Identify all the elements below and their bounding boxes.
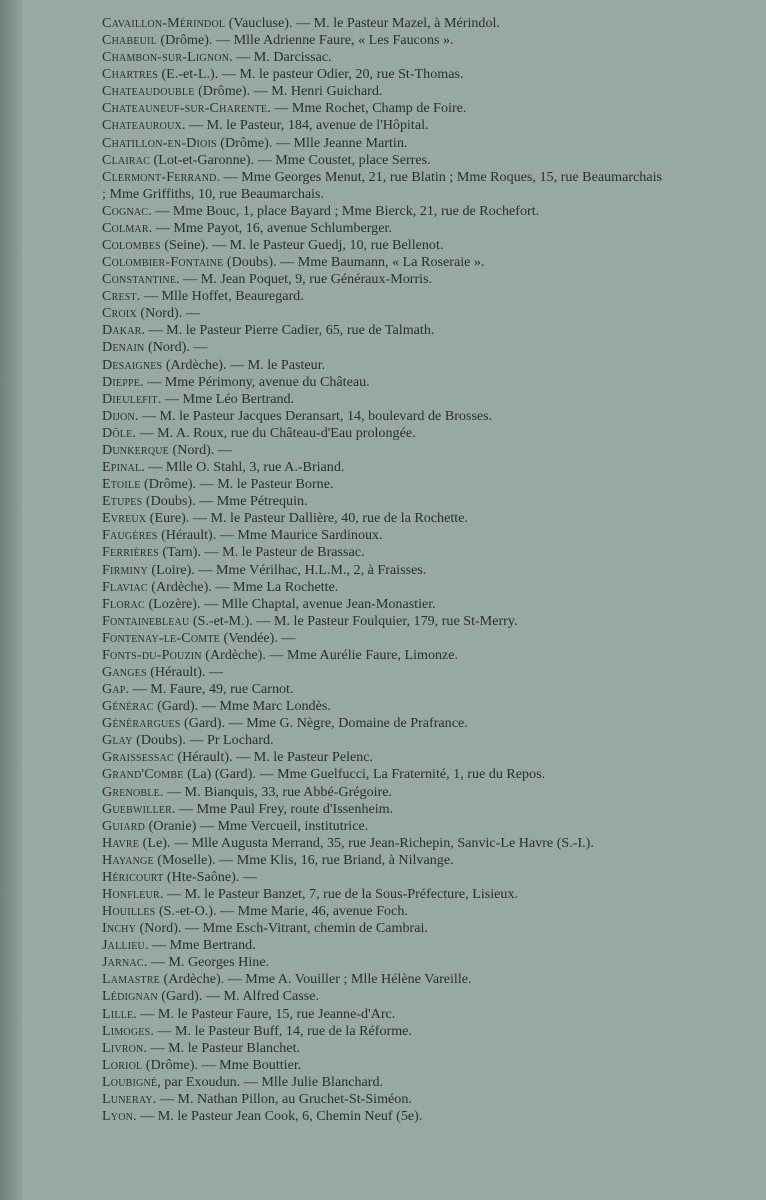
- entry-ganges: [102, 664, 662, 681]
- town-name: Fontainebleau: [102, 612, 190, 629]
- entry-generac: [102, 698, 662, 715]
- town-name: Houilles: [102, 903, 156, 920]
- entry-loubigne: [102, 1074, 662, 1091]
- entry-details: (Hte-Saône). —: [163, 868, 257, 885]
- entry-grand-combe: [102, 766, 662, 783]
- entry-details: (Lot-et-Garonne). — Mme Coustet, place Serres.: [150, 151, 431, 168]
- entry-details: (Nord). —: [168, 441, 233, 458]
- entry-details: (S.-et-M.). — M. le Pasteur Foulquier, 179, rue St-Merry.: [189, 612, 518, 629]
- town-name: Fontenay-le-Comte: [102, 629, 220, 646]
- entry-details: (Drôme). — M. Henri Guichard.: [194, 83, 383, 100]
- town-name: Constantine: [102, 271, 177, 288]
- entry-details: (Tarn). — M. le Pasteur de Brassac.: [158, 544, 365, 561]
- entry-details: (Hérault). — Mme Maurice Sardinoux.: [157, 527, 383, 544]
- entry-details: . — M. le Pasteur Buff, 14, rue de la Réforme.: [150, 1022, 412, 1039]
- entry-details: (Moselle). — Mme Klis, 16, rue Briand, à Nilvange.: [153, 851, 454, 868]
- town-name: Ganges: [102, 663, 147, 680]
- town-name: Desaignes: [102, 356, 163, 373]
- town-name: Dunkerque: [102, 441, 169, 458]
- town-name: Loriol: [102, 1056, 143, 1073]
- entry-cognac: [102, 203, 662, 220]
- town-name: Grenoble: [102, 783, 160, 800]
- entry-chateauroux: [102, 117, 662, 134]
- town-name: Cognac: [102, 202, 149, 219]
- entry-details: (Ardèche). — M. le Pasteur.: [162, 356, 326, 373]
- entry-clermont-ferrand: [102, 169, 662, 203]
- entry-details: . — Mme Paul Frey, route d'Issenheim.: [171, 800, 394, 817]
- entry-details: . — M. le Pasteur Jacques Deransart, 14, boulevard de Brosses.: [134, 407, 493, 424]
- town-name: Livron: [102, 1039, 144, 1056]
- town-name: Firminy: [102, 561, 148, 578]
- entry-details: (Nord). — Mme Esch-Vitrant, chemin de Cambrai.: [136, 920, 428, 937]
- town-name: Etoile: [102, 476, 141, 493]
- entry-dunkerque: [102, 442, 662, 459]
- town-name: Etupes: [102, 493, 143, 510]
- entry-cavaillon-merindol: [102, 15, 662, 32]
- entry-hayange: [102, 852, 662, 869]
- town-name: Grand'Combe: [102, 766, 184, 783]
- entry-livron: [102, 1040, 662, 1057]
- town-name: Denain: [102, 339, 145, 356]
- entry-details: . — M. A. Roux, rue du Château-d'Eau prolongée.: [132, 424, 416, 441]
- town-name: Lyon: [102, 1108, 134, 1124]
- entry-grenoble: [102, 784, 662, 801]
- entry-chatillon-en-diois: [102, 135, 662, 152]
- town-name: Jallieu: [102, 937, 145, 954]
- entry-luneray: [102, 1091, 662, 1108]
- town-name: Loubigné: [102, 1073, 158, 1090]
- entry-details: . — M. Nathan Pillon, au Gruchet-St-Siméon.: [152, 1090, 412, 1107]
- entry-hericourt: [102, 869, 662, 886]
- entry-details: . — Mme Payot, 16, avenue Schlumberger.: [148, 219, 392, 236]
- town-name: Crest: [102, 288, 137, 305]
- entry-details: (Nord). —: [144, 339, 208, 356]
- entry-lamastre: [102, 971, 662, 988]
- entry-details: (Lozère). — Mlle Chaptal, avenue Jean-Monastier.: [144, 595, 436, 612]
- entry-details: (Drôme). — M. le Pasteur Borne.: [140, 476, 334, 493]
- town-name: Chateauroux: [102, 117, 182, 134]
- entry-details: . — M. le Pasteur, 184, avenue de l'Hôpital.: [181, 117, 429, 134]
- town-name: Clairac: [102, 151, 151, 168]
- town-name: Honfleur: [102, 885, 160, 902]
- entry-details: (Seine). — M. le Pasteur Guedj, 10, rue Bellenot.: [160, 237, 444, 254]
- entry-details: . — M. le Pasteur Banzet, 7, rue de la Sous-Préfecture, Lisieux.: [159, 885, 519, 902]
- town-name: Colombier-Fontaine: [102, 254, 224, 271]
- entry-details: (Doubs). — Pr Lochard.: [132, 732, 274, 749]
- town-name: Colmar: [102, 219, 149, 236]
- entry-colombier-fontaine: [102, 254, 662, 271]
- entry-dakar: [102, 322, 662, 339]
- entry-details: (Ardèche). — Mme La Rochette.: [147, 578, 339, 595]
- entry-jarnac: [102, 954, 662, 971]
- entry-details: (Gard). — Mme G. Nègre, Domaine de Prafrance.: [180, 715, 468, 732]
- entry-details: . — M. le Pasteur Faure, 15, rue Jeanne-d'Arc.: [133, 1005, 396, 1022]
- entry-details: (Loire). — Mme Vérilhac, H.L.M., 2, à Fraisses.: [147, 561, 427, 578]
- town-name: Dieppe: [102, 373, 141, 390]
- town-name: Chateauneuf-sur-Charente: [102, 100, 268, 117]
- town-name: Evreux: [102, 510, 147, 527]
- entry-details: (Hérault). — M. le Pasteur Pelenc.: [173, 749, 374, 766]
- entry-florac: [102, 596, 662, 613]
- town-name: Gap: [102, 681, 126, 698]
- entry-havre: [102, 835, 662, 852]
- entry-fonts-du-pouzin: [102, 647, 662, 664]
- entry-glay: [102, 732, 662, 749]
- entry-limoges: [102, 1023, 662, 1040]
- entry-details: (La) (Gard). — Mme Guelfucci, La Fraternité, 1, rue du Repos.: [183, 766, 546, 783]
- entry-details: . — M. le Pasteur Jean Cook, 6, Chemin Neuf (5e).: [133, 1108, 423, 1124]
- town-name: Dôle: [102, 424, 133, 441]
- entry-epinal: [102, 459, 662, 476]
- entry-denain: [102, 339, 662, 356]
- town-name: Cavaillon-Mérindol: [102, 15, 226, 31]
- town-name: Fonts-du-Pouzin: [102, 646, 202, 663]
- entry-desaignes: [102, 357, 662, 374]
- town-name: Générac: [102, 698, 154, 715]
- town-name: Ferrières: [102, 544, 159, 561]
- entry-details: . — M. Bianquis, 33, rue Abbé-Grégoire.: [159, 783, 393, 800]
- entry-fontenay-le-comte: [102, 630, 662, 647]
- entry-details: . — M. le Pasteur Blanchet.: [143, 1039, 301, 1056]
- entry-details: (Gard). — M. Alfred Casse.: [157, 988, 320, 1005]
- page-binding-edge: [0, 0, 22, 1200]
- entry-graissessac: [102, 749, 662, 766]
- entry-loriol: [102, 1057, 662, 1074]
- town-name: Dieulefit: [102, 390, 158, 407]
- entry-details: . — M. le Pasteur Pierre Cadier, 65, rue de Talmath.: [141, 322, 435, 339]
- entry-details: , par Exoudun. — Mlle Julie Blanchard.: [157, 1073, 384, 1090]
- town-name: Chambon-sur-Lignon: [102, 49, 230, 66]
- town-name: Dijon: [102, 407, 135, 424]
- entry-guiard: [102, 818, 662, 835]
- town-name: Lille: [102, 1005, 134, 1022]
- entry-chateauneuf-sur-charente: [102, 100, 662, 117]
- town-name: Colombes: [102, 237, 161, 254]
- entry-houilles: [102, 903, 662, 920]
- entry-details: . — Mlle Hoffet, Beauregard.: [136, 288, 304, 305]
- town-name: Flaviac: [102, 578, 148, 595]
- entry-colombes: [102, 237, 662, 254]
- town-name: Chartres: [102, 66, 158, 83]
- entry-generargues: [102, 715, 662, 732]
- entry-inchy: [102, 920, 662, 937]
- town-name: Lamastre: [102, 971, 160, 988]
- town-name: Limoges: [102, 1022, 151, 1039]
- entry-details: (Eure). — M. le Pasteur Dallière, 40, rue de la Rochette.: [146, 510, 468, 527]
- entry-details: . — Mme Rochet, Champ de Foire.: [267, 100, 467, 117]
- entry-fontainebleau: [102, 613, 662, 630]
- entry-details: (Hérault). —: [146, 663, 224, 680]
- entry-details: . — Mme Bertrand.: [144, 937, 256, 954]
- entry-details: (Drôme). — Mme Bouttier.: [142, 1056, 302, 1073]
- town-name: Inchy: [102, 920, 137, 937]
- entry-details: (Gard). — Mme Marc Londès.: [153, 698, 331, 715]
- town-name: Chatillon-en-Diois: [102, 134, 217, 151]
- entry-colmar: [102, 220, 662, 237]
- entry-details: (Doubs). — Mme Pétrequin.: [142, 493, 308, 510]
- entry-details: (S.-et-O.). — Mme Marie, 46, avenue Foch.: [155, 903, 408, 920]
- town-name: Epinal: [102, 459, 142, 476]
- entry-crest: [102, 288, 662, 305]
- entry-details: (Drôme). — Mlle Jeanne Martin.: [216, 134, 408, 151]
- entry-dole: [102, 425, 662, 442]
- town-name: Guiard: [102, 817, 146, 834]
- town-name: Faugères: [102, 527, 158, 544]
- entry-dieppe: [102, 374, 662, 391]
- entry-details: (Ardèche). — Mme A. Vouiller ; Mlle Hélène Vareille.: [160, 971, 472, 988]
- entry-jallieu: [102, 937, 662, 954]
- entry-details: . — Mlle O. Stahl, 3, rue A.-Briand.: [141, 459, 345, 476]
- entry-chambon-sur-lignon: [102, 49, 662, 66]
- entry-details: (Nord). —: [136, 305, 200, 322]
- town-name: Dakar: [102, 322, 142, 339]
- entry-evreux: [102, 510, 662, 527]
- entry-flaviac: [102, 579, 662, 596]
- town-name: Croix: [102, 305, 137, 322]
- entry-details: (Le). — Mlle Augusta Merrand, 35, rue Jean-Richepin, Sanvic-Le Havre (S.-I.).: [139, 834, 594, 851]
- entry-details: (Drôme). — Mlle Adrienne Faure, « Les Faucons ».: [156, 32, 454, 49]
- entry-dieulefit: [102, 391, 662, 408]
- entry-details: . — M. Jean Poquet, 9, rue Généraux-Morris.: [176, 271, 433, 288]
- town-name: Glay: [102, 732, 133, 749]
- entry-etoile: [102, 476, 662, 493]
- entry-details: . — M. Georges Hine.: [143, 954, 270, 971]
- entry-clairac: [102, 152, 662, 169]
- entry-etupes: [102, 493, 662, 510]
- town-name: Jarnac: [102, 954, 144, 971]
- entry-details: . — Mme Georges Menut, 21, rue Blatin ; Mme Roques, 15, rue Beaumarchais ; Mme Griffiths, 10, rue Beaumarchais.: [102, 168, 662, 202]
- entry-details: (Vaucluse). — M. le Pasteur Mazel, à Mérindol.: [225, 15, 500, 31]
- entry-faugeres: [102, 527, 662, 544]
- entry-gap: [102, 681, 662, 698]
- town-name: Hayange: [102, 851, 154, 868]
- town-name: Havre: [102, 834, 140, 851]
- entry-details: . — Mme Bouc, 1, place Bayard ; Mme Bierck, 21, rue de Rochefort.: [148, 202, 540, 219]
- entry-chabeuil: [102, 32, 662, 49]
- entry-chateaudouble: [102, 83, 662, 100]
- town-name: Guebwiller: [102, 800, 172, 817]
- town-name: Chateaudouble: [102, 83, 195, 100]
- entry-lyon: [102, 1108, 662, 1125]
- entry-firminy: [102, 562, 662, 579]
- town-name: Chabeuil: [102, 32, 157, 49]
- town-name: Luneray: [102, 1090, 153, 1107]
- entry-details: . — M. Faure, 49, rue Carnot.: [125, 681, 294, 698]
- town-name: Générargues: [102, 715, 181, 732]
- entry-ferrieres: [102, 544, 662, 561]
- entry-details: (Oranie) — Mme Vercueil, institutrice.: [145, 817, 369, 834]
- entry-details: (Vendée). —: [219, 629, 296, 646]
- entry-dijon: [102, 408, 662, 425]
- entry-details: (Ardèche). — Mme Aurélie Faure, Limonze.: [201, 646, 459, 663]
- entry-chartres: [102, 66, 662, 83]
- entry-details: (E.-et-L.). — M. le pasteur Odier, 20, rue St-Thomas.: [157, 66, 464, 83]
- entry-lille: [102, 1006, 662, 1023]
- entry-ledignan: [102, 988, 662, 1005]
- entry-details: . — Mme Léo Bertrand.: [157, 390, 295, 407]
- entry-honfleur: [102, 886, 662, 903]
- directory-list: [102, 15, 662, 1125]
- town-name: Florac: [102, 595, 145, 612]
- entry-details: . — Mme Périmony, avenue du Château.: [140, 373, 370, 390]
- entry-guebwiller: [102, 801, 662, 818]
- entry-details: (Doubs). — Mme Baumann, « La Roseraie ».: [223, 254, 485, 271]
- town-name: Graissessac: [102, 749, 174, 766]
- entry-croix: [102, 305, 662, 322]
- town-name: Héricourt: [102, 868, 164, 885]
- town-name: Clermont-Ferrand: [102, 168, 217, 185]
- entry-constantine: [102, 271, 662, 288]
- entry-details: . — M. Darcissac.: [229, 49, 332, 66]
- town-name: Lédignan: [102, 988, 158, 1005]
